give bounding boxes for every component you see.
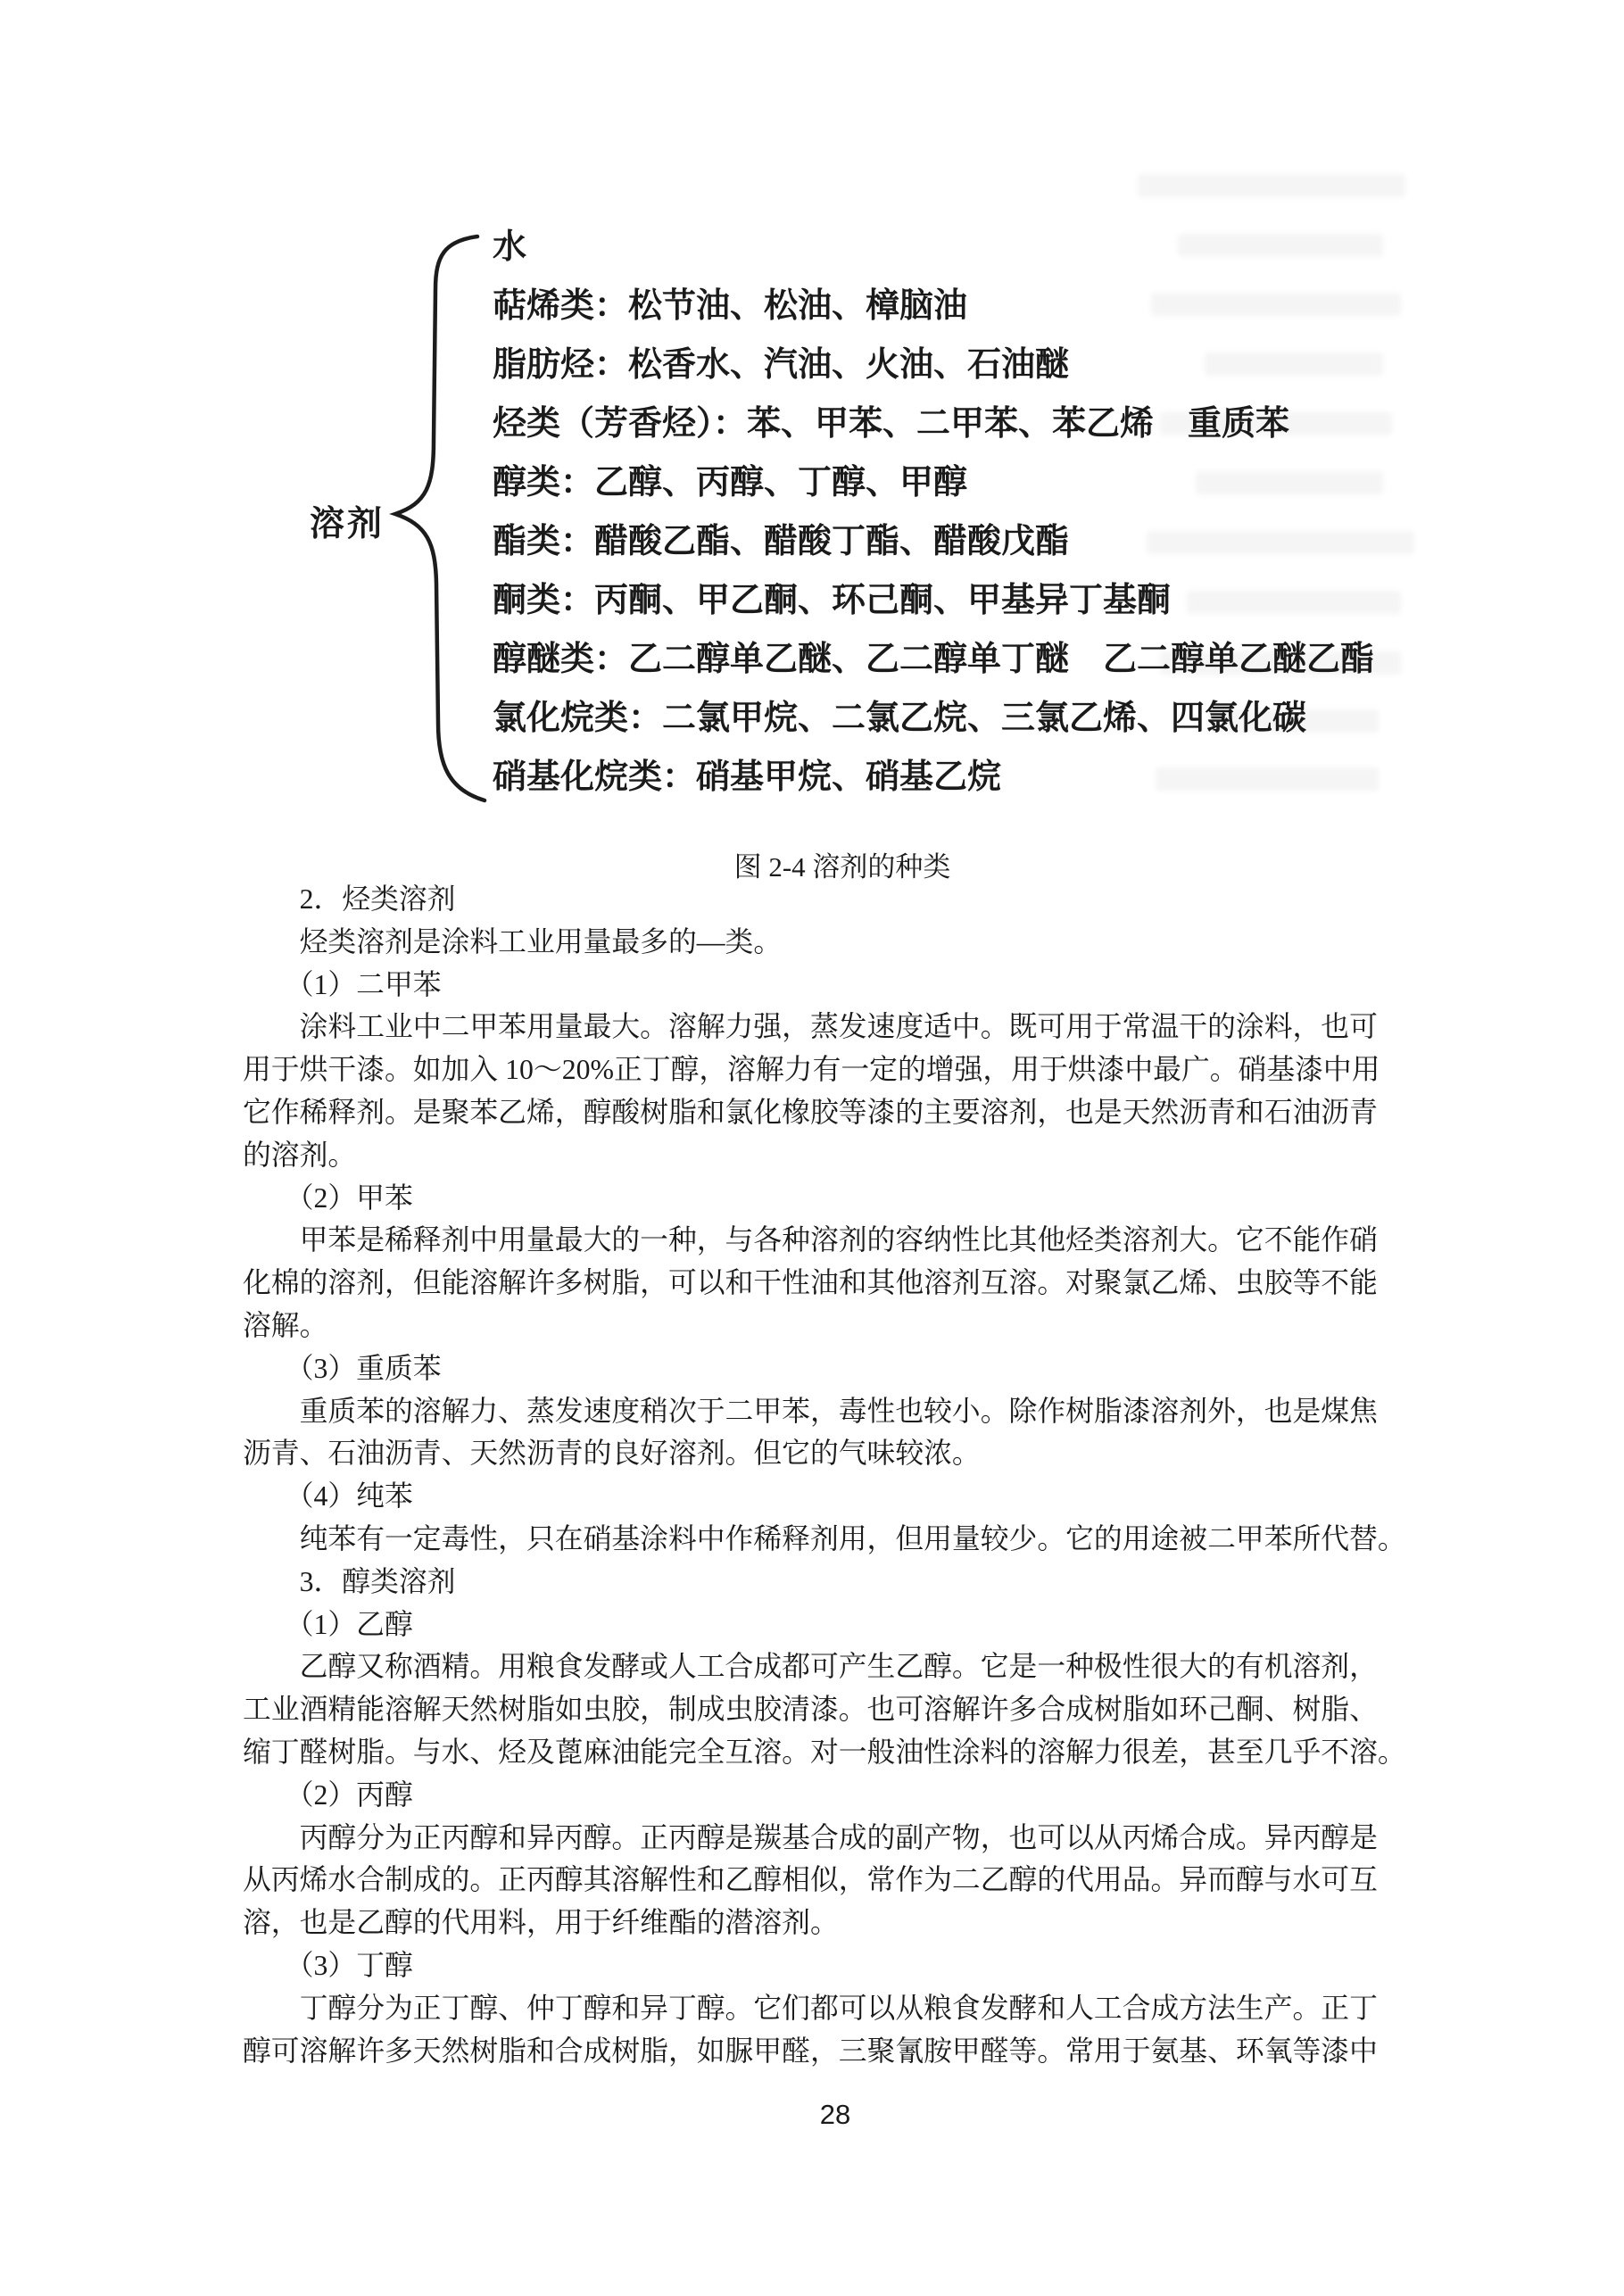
body-text-line: 从丙烯水合制成的。正丙醇其溶解性和乙醇相似，常作为二乙醇的代用品。异而醇与水可互 bbox=[243, 1864, 1378, 1896]
body-text-line: （2）甲苯 bbox=[243, 1181, 413, 1214]
body-text-line: （4）纯苯 bbox=[243, 1480, 413, 1513]
figure-root-label: 溶剂 bbox=[310, 505, 385, 543]
body-text-line: 乙醇又称酒精。用粮食发酵或人工合成都可产生乙醇。它是一种极性很大的有机溶剂， bbox=[243, 1651, 1378, 1683]
scan-bleedthrough-mark bbox=[1138, 174, 1405, 197]
body-text-line: （1）乙醇 bbox=[243, 1608, 413, 1640]
body-text-line: 重质苯的溶解力、蒸发速度稍次于二甲苯，毒性也较小。除作树脂漆溶剂外，也是煤焦 bbox=[243, 1395, 1378, 1427]
body-text-line: 缩丁醛树脂。与水、烃及蓖麻油能完全互溶。对一般油性涂料的溶解力很差，甚至几乎不溶。 bbox=[243, 1736, 1406, 1768]
brace-icon bbox=[382, 225, 500, 814]
body-text-line: 丙醇分为正丙醇和异丙醇。正丙醇是羰基合成的副产物，也可以从丙烯合成。异丙醇是 bbox=[243, 1821, 1378, 1853]
body-text-line: 纯苯有一定毒性，只在硝基涂料中作稀释剂用，但用量较少。它的用途被二甲苯所代替。 bbox=[243, 1522, 1406, 1554]
body-text-line: （2）丙醇 bbox=[243, 1778, 413, 1811]
body-text-line: 甲苯是稀释剂中用量最大的一种，与各种溶剂的容纳性比其他烃类溶剂大。它不能作硝 bbox=[243, 1224, 1378, 1256]
body-text-line: （3）重质苯 bbox=[243, 1352, 442, 1384]
body-text-line: 溶解。 bbox=[243, 1309, 328, 1341]
figure-caption: 图 2-4 溶剂的种类 bbox=[733, 851, 951, 883]
figure-branch-line: 酮类：丙酮、甲乙酮、环己酮、甲基异丁基酮 bbox=[493, 582, 1172, 619]
figure-branch-line: 脂肪烃：松香水、汽油、火油、石油醚 bbox=[493, 346, 1070, 384]
figure-branch-line: 硝基化烷类：硝基甲烷、硝基乙烷 bbox=[493, 758, 1002, 796]
body-text-line: （3）丁醇 bbox=[243, 1949, 413, 1981]
body-text-line: 沥青、石油沥青、天然沥青的良好溶剂。但它的气味较浓。 bbox=[243, 1438, 981, 1470]
body-text-line: 3．醇类溶剂 bbox=[243, 1565, 456, 1597]
body-text-line: 醇可溶解许多天然树脂和合成树脂，如脲甲醛，三聚氰胺甲醛等。常用于氨基、环氧等漆中 bbox=[243, 2035, 1378, 2067]
body-text-line: 用于烘干漆。如加入 10～20%正丁醇，溶解力有一定的增强，用于烘漆中最广。硝基漆中用 bbox=[243, 1054, 1380, 1086]
body-text-line: 涂料工业中二甲苯用量最大。溶解力强，蒸发速度适中。既可用于常温干的涂料，也可 bbox=[243, 1011, 1378, 1043]
figure-branch-line: 酯类：醋酸乙酯、醋酸丁酯、醋酸戊酯 bbox=[493, 523, 1070, 560]
page-number: 28 bbox=[819, 2099, 851, 2130]
body-text-line: 丁醇分为正丁醇、仲丁醇和异丁醇。它们都可以从粮食发酵和人工合成方法生产。正丁 bbox=[243, 1992, 1378, 2024]
body-text-line: 的溶剂。 bbox=[243, 1139, 357, 1171]
figure-branch-line: 醇类：乙醇、丙醇、丁醇、甲醇 bbox=[493, 464, 968, 501]
figure-branch-line: 氯化烷类：二氯甲烷、二氯乙烷、三氯乙烯、四氯化碳 bbox=[493, 700, 1307, 737]
body-text-line: 工业酒精能溶解天然树脂如虫胶，制成虫胶清漆。也可溶解许多合成树脂如环己酮、树脂、 bbox=[243, 1694, 1378, 1726]
body-text-line: 它作稀释剂。是聚苯乙烯，醇酸树脂和氯化橡胶等漆的主要溶剂，也是天然沥青和石油沥青 bbox=[243, 1096, 1378, 1128]
figure-branch-line: 水 bbox=[493, 228, 527, 266]
body-text-line: 2．烃类溶剂 bbox=[243, 883, 456, 915]
body-text-line: 烃类溶剂是涂料工业用量最多的—类。 bbox=[243, 925, 783, 957]
body-text bbox=[243, 878, 1429, 2072]
body-text-line: （1）二甲苯 bbox=[243, 968, 442, 1000]
figure-branch-line: 醇醚类：乙二醇单乙醚、乙二醇单丁醚 乙二醇单乙醚乙酯 bbox=[493, 641, 1375, 678]
body-text-line: 溶，也是乙醇的代用料，用于纤维酯的潜溶剂。 bbox=[243, 1907, 839, 1939]
figure-branch-line: 烃类（芳香烃）：苯、甲苯、二甲苯、苯乙烯 重质苯 bbox=[493, 405, 1290, 443]
figure-branches bbox=[493, 218, 1374, 807]
figure-branch-line: 萜烯类：松节油、松油、樟脑油 bbox=[493, 287, 968, 325]
body-text-line: 化棉的溶剂，但能溶解许多树脂，可以和干性油和其他溶剂互溶。对聚氯乙烯、虫胶等不能 bbox=[243, 1267, 1378, 1299]
